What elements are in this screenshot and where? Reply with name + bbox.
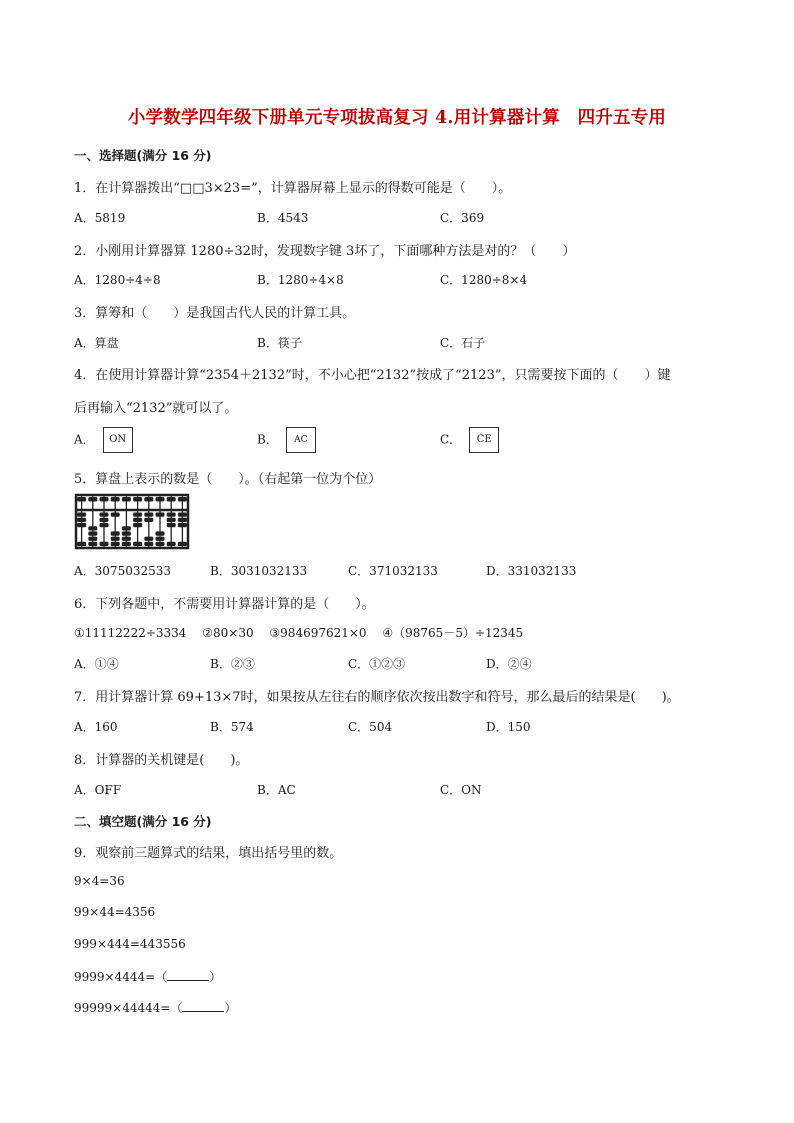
q5-option-b[interactable]: B．3031032133	[210, 564, 308, 578]
q7-option-a[interactable]: A．160	[74, 720, 118, 734]
abacus-lower-bead	[122, 542, 131, 546]
ac-key-icon: AC	[286, 427, 316, 453]
q2-option-c[interactable]: C．1280÷8×4	[440, 273, 528, 287]
q5-option-c[interactable]: C．371032133	[348, 564, 438, 578]
q4-option-c[interactable]	[440, 427, 499, 453]
q3-option-c[interactable]: C．石子	[440, 336, 486, 350]
abacus-lower-bead	[178, 523, 187, 527]
abacus-lower-bead	[100, 513, 109, 517]
abacus-lower-bead	[178, 542, 187, 546]
q9-line-4	[74, 968, 221, 985]
q4-option-a-label: A．	[74, 432, 95, 447]
abacus-upper-bead	[167, 497, 176, 502]
abacus-lower-bead	[133, 513, 142, 517]
q6-option-d[interactable]: D．②④	[486, 657, 532, 671]
abacus-lower-bead	[88, 531, 97, 535]
abacus-lower-bead	[144, 513, 153, 517]
abacus-lower-bead	[133, 542, 142, 546]
abacus-lower-bead	[122, 537, 131, 541]
abacus-upper-bead	[111, 497, 120, 502]
question-8: 8．计算器的关机键是( )。	[74, 753, 249, 768]
q9-line-2: 99×44=4356	[74, 905, 156, 919]
abacus-upper-bead	[144, 497, 153, 502]
q1-option-b[interactable]: B．4543	[257, 211, 309, 225]
abacus-lower-bead	[167, 518, 176, 522]
abacus-lower-bead	[133, 518, 142, 522]
abacus-lower-bead	[77, 542, 86, 546]
abacus-upper-bead	[122, 497, 131, 502]
abacus-upper-bead	[77, 497, 86, 502]
q9-line-5	[74, 999, 236, 1016]
q6-option-b[interactable]: B．②③	[210, 657, 255, 671]
abacus-lower-bead	[144, 518, 153, 522]
abacus-lower-bead	[111, 542, 120, 546]
question-4-line-1: 4．在使用计算器计算“2354＋2132”时，不小心把“2132”按成了“2123”，只需要按下面的（ ）键	[74, 368, 671, 383]
abacus-lower-bead	[167, 513, 176, 517]
q1-option-c[interactable]: C．369	[440, 211, 485, 225]
abacus-lower-bead	[100, 523, 109, 527]
abacus-upper-bead	[100, 497, 109, 502]
q4-option-a[interactable]	[74, 427, 133, 453]
section-heading-choice: 一、选择题(满分 16 分)	[74, 148, 212, 163]
abacus-upper-bead	[156, 497, 165, 502]
abacus-lower-bead	[144, 542, 153, 546]
abacus-upper-bead	[133, 497, 142, 502]
q9-line-5-close: ）	[224, 1001, 237, 1015]
question-7: 7．用计算器计算 69+13×7时，如果按从左往右的顺序依次按出数字和符号，那么最后的结果是( )。	[74, 690, 680, 705]
abacus-lower-bead	[133, 523, 142, 527]
abacus-lower-bead	[100, 518, 109, 522]
answer-blank-2[interactable]	[182, 999, 224, 1012]
abacus-lower-bead	[156, 513, 165, 517]
abacus-lower-bead	[88, 537, 97, 541]
q1-option-a[interactable]: A．5819	[74, 211, 126, 225]
q4-option-b[interactable]	[257, 427, 316, 453]
abacus-lower-bead	[156, 537, 165, 541]
q8-option-a[interactable]: A．OFF	[74, 783, 122, 797]
abacus-lower-bead	[167, 523, 176, 527]
q3-option-a[interactable]: A．算盘	[74, 336, 119, 350]
abacus-lower-bead	[77, 523, 86, 527]
abacus-lower-bead	[88, 542, 97, 546]
abacus-lower-bead	[156, 531, 165, 535]
q6-option-a[interactable]: A．①④	[74, 657, 119, 671]
q6-option-c[interactable]: C．①②③	[348, 657, 406, 671]
question-3: 3．算筹和（ ）是我国古代人民的计算工具。	[74, 306, 356, 321]
abacus-lower-bead	[88, 526, 97, 530]
question-5: 5．算盘上表示的数是（ ）。（右起第一位为个位）	[74, 472, 382, 487]
q4-option-b-label: B．	[257, 432, 278, 447]
q7-option-c[interactable]: C．504	[348, 720, 393, 734]
question-2: 2．小刚用计算器算 1280÷32时，发现数字键 3坏了，下面哪种方法是对的？（ ）	[74, 244, 576, 259]
q7-option-d[interactable]: D．150	[486, 720, 531, 734]
q4-option-c-label: C．	[440, 432, 462, 447]
q6-items: ①11112222÷3334 ②80×30 ③984697621×0 ④（98765－5）÷12345	[74, 626, 524, 640]
abacus-lower-bead	[100, 542, 109, 546]
abacus-lower-bead	[122, 531, 131, 535]
abacus-lower-bead	[122, 526, 131, 530]
abacus-lower-bead	[144, 537, 153, 541]
q9-line-4-expr: 9999×4444=（	[74, 970, 168, 984]
abacus-lower-bead	[111, 513, 120, 517]
ce-key-icon: CE	[469, 427, 499, 453]
abacus-lower-bead	[167, 542, 176, 546]
q9-line-4-close: ）	[209, 970, 222, 984]
q8-option-c[interactable]: C．ON	[440, 783, 482, 797]
abacus-lower-bead	[111, 537, 120, 541]
q2-option-b[interactable]: B．1280÷4×8	[257, 273, 344, 287]
q5-option-a[interactable]: A．3075032533	[74, 564, 172, 578]
abacus-lower-bead	[178, 513, 187, 517]
abacus-lower-bead	[156, 542, 165, 546]
q2-option-a[interactable]: A．1280÷4÷8	[74, 273, 161, 287]
section-heading-fill: 二、填空题(满分 16 分)	[74, 814, 212, 829]
q3-option-b[interactable]: B．筷子	[257, 336, 302, 350]
abacus-lower-bead	[178, 518, 187, 522]
q8-option-b[interactable]: B．AC	[257, 783, 296, 797]
q5-option-d[interactable]: D．331032133	[486, 564, 577, 578]
page-title: 小学数学四年级下册单元专项拔高复习 4.用计算器计算 四升五专用	[127, 108, 667, 128]
question-1: 1．在计算器拨出“□□3×23=”，计算器屏幕上显示的得数可能是（ ）。	[74, 181, 512, 196]
abacus-lower-bead	[77, 513, 86, 517]
question-6: 6．下列各题中，不需要用计算器计算的是（ ）。	[74, 597, 375, 612]
q9-line-3: 999×444=443556	[74, 937, 186, 951]
on-key-icon: ON	[103, 427, 133, 453]
answer-blank-1[interactable]	[167, 968, 209, 981]
q9-line-1: 9×4=36	[74, 874, 125, 888]
q9-line-5-expr: 99999×44444=（	[74, 1001, 183, 1015]
q7-option-b[interactable]: B．574	[210, 720, 254, 734]
abacus-lower-bead	[111, 531, 120, 535]
abacus-upper-bead	[88, 497, 97, 502]
question-9: 9．观察前三题算式的结果，填出括号里的数。	[74, 846, 343, 861]
abacus-image	[74, 493, 194, 553]
abacus-upper-bead	[178, 497, 187, 502]
question-4-line-2: 后再输入“2132”就可以了。	[74, 401, 238, 416]
abacus-lower-bead	[77, 518, 86, 522]
